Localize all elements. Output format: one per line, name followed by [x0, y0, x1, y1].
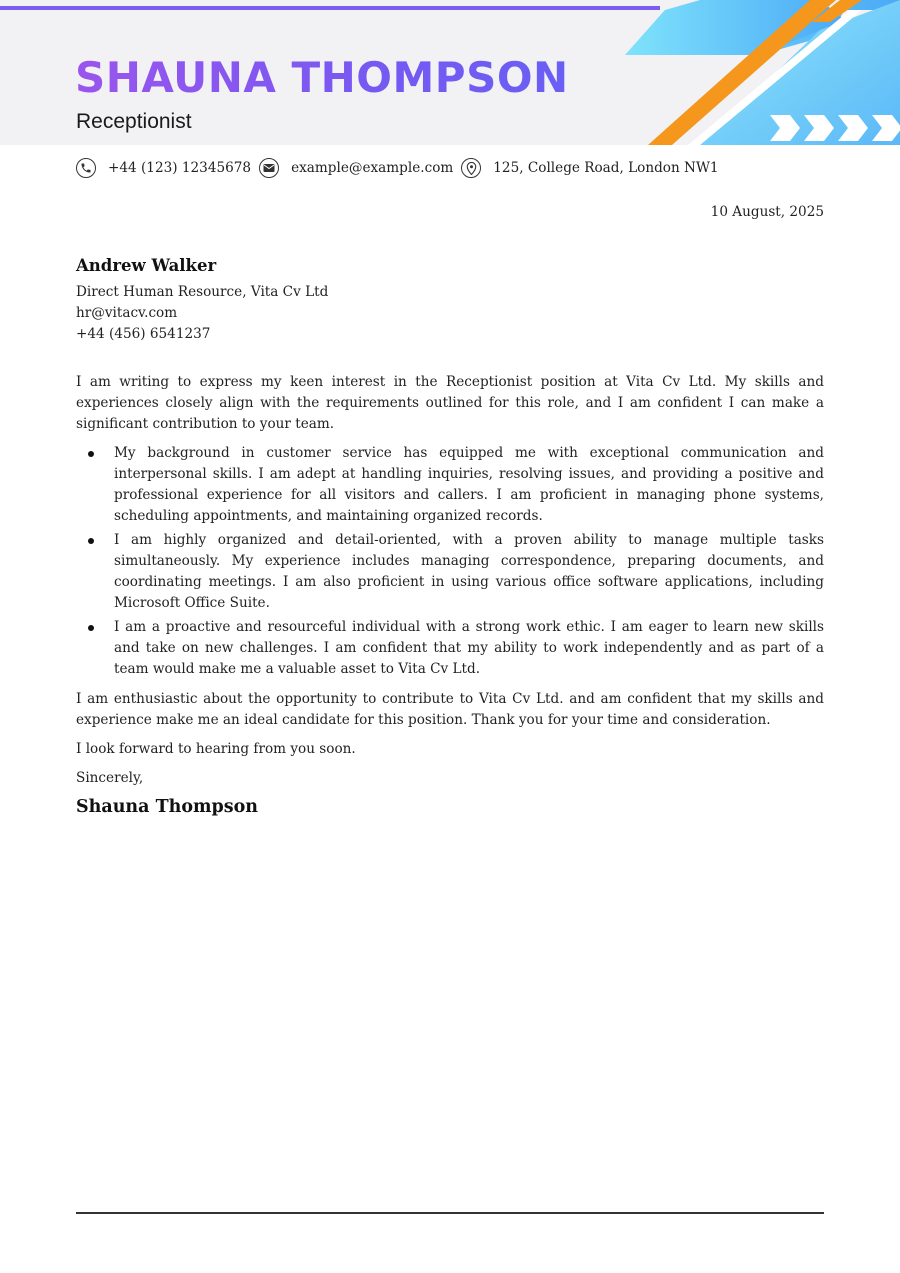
contact-address	[461, 158, 718, 178]
recipient-name: Andrew Walker	[76, 256, 217, 275]
recipient-block	[76, 256, 824, 345]
footer-divider	[76, 1212, 824, 1214]
letter-date: 10 August, 2025	[710, 204, 824, 220]
email-icon	[259, 158, 279, 178]
followup-paragraph: I look forward to hearing from you soon.	[76, 741, 356, 757]
contact-email	[259, 158, 453, 178]
skills-list	[76, 443, 824, 680]
list-item: I am highly organized and detail-oriented, with a proven ability to manage multiple tasks simultaneously. My experience includes managing correspondence, preparing documents, and coordinating meetings. I am also proficient in using various office software applications, including Microsoft Office Suite.	[76, 530, 824, 614]
location-icon	[461, 158, 481, 178]
list-item: My background in customer service has equipped me with exceptional communication and interpersonal skills. I am adept at handling inquiries, resolving issues, and providing a positive and professional experience for all visitors and callers. I am proficient in managing phone systems, scheduling appointments, and maintaining organized records.	[76, 443, 824, 527]
letter-body	[76, 372, 824, 818]
header-banner	[0, 0, 900, 145]
phone-text[interactable]: +44 (123) 12345678	[108, 160, 252, 176]
intro-paragraph: I am writing to express my keen interest in the Receptionist position at Vita Cv Ltd. My skills and experiences closely align with the requirements outlined for this role, and I am confident I can make a significant contribution to your team.	[76, 374, 824, 432]
contact-phone	[76, 158, 251, 178]
closing-paragraph: I am enthusiastic about the opportunity to contribute to Vita Cv Ltd. and am confident that my skills and experience make me an ideal candidate for this position. Thank you for your time and consideration.	[76, 691, 824, 728]
candidate-name: SHAUNA THOMPSON	[75, 53, 569, 102]
address-text: 125, College Road, London NW1	[493, 160, 719, 176]
recipient-email[interactable]: hr@vitacv.com	[76, 305, 178, 321]
contact-info	[76, 156, 727, 180]
job-title: Receptionist	[76, 110, 192, 133]
recipient-position: Direct Human Resource, Vita Cv Ltd	[76, 284, 329, 300]
signoff: Sincerely,	[76, 770, 144, 786]
list-item: I am a proactive and resourceful individual with a strong work ethic. I am eager to learn new skills and take on new challenges. I am confident that my ability to work independently and as part of a team would make me a valuable asset to Vita Cv Ltd.	[76, 617, 824, 680]
email-text[interactable]: example@example.com	[291, 160, 454, 176]
signature-name: Shauna Thompson	[76, 797, 258, 817]
recipient-phone[interactable]: +44 (456) 6541237	[76, 326, 211, 342]
phone-icon	[76, 158, 96, 178]
